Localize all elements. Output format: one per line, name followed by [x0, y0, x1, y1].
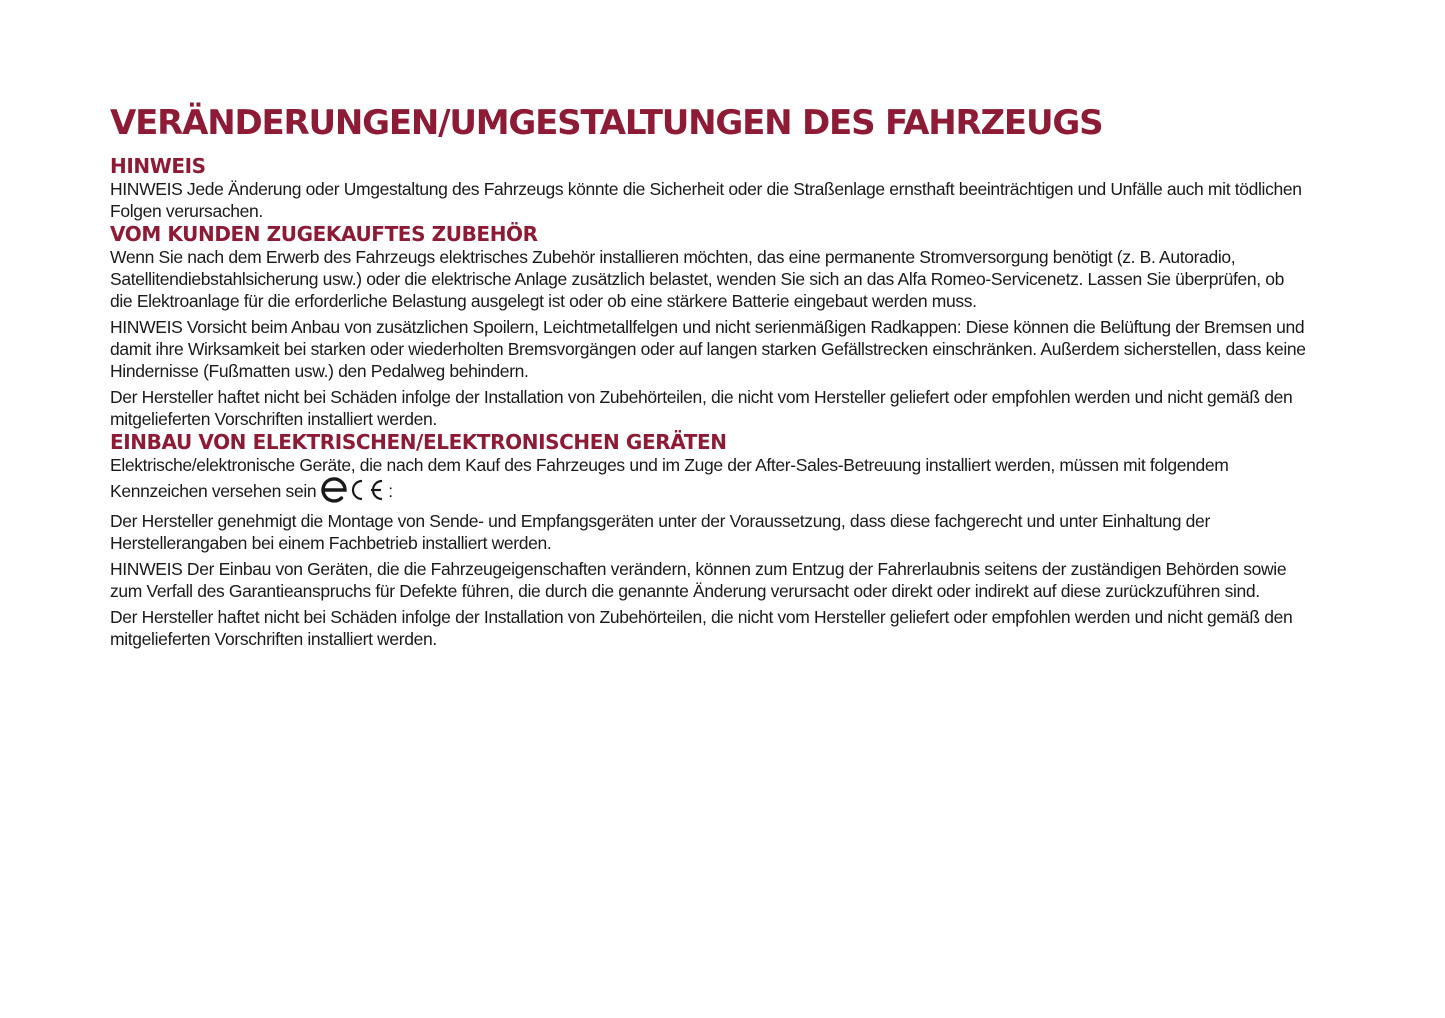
- section-zubehoer: [110, 222, 1310, 430]
- e-ce-mark-icon: [320, 474, 386, 509]
- paragraph: Wenn Sie nach dem Erwerb des Fahrzeugs elektrisches Zubehör installieren möchten, das eine permanente Stromversorgung benötigt (z. B. Autoradio, Satellitendiebstahlsicherung usw.) oder die elektrische Anlage zusätzlich belastet, wenden Sie sich an das Alfa Romeo-Servicenetz. Lassen Sie überprüfen, ob die Elektroanlage für die erforderliche Belastung ausgelegt ist oder ob eine stärkere Batterie eingebaut werden muss.: [110, 247, 1285, 311]
- section-heading: VOM KUNDEN ZUGEKAUFTES ZUBEHÖR: [110, 222, 538, 246]
- paragraph: HINWEIS Der Einbau von Geräten, die die Fahrzeugeigenschaften verändern, können zum Entzug der Fahrerlaubnis seitens der zuständigen Behörden sowie zum Verfall des Garantieanspruchs für Defekte führen, die durch die genannte Änderung verursacht oder direkt oder indirekt auf diese zurückzuführen sind.: [110, 559, 1287, 601]
- section-elektrische-geraete: [110, 430, 1310, 650]
- paragraph: Der Hersteller haftet nicht bei Schäden infolge der Installation von Zubehörteilen, die nicht vom Hersteller geliefert oder empfohlen werden und nicht gemäß den mitgelieferten Vorschriften installiert werden.: [110, 607, 1293, 649]
- document-page: [110, 100, 1310, 654]
- page-title: VERÄNDERUNGEN/UMGESTALTUNGEN DES FAHRZEUGS: [110, 103, 1103, 143]
- paragraph-intro-mark-line: [110, 476, 1310, 506]
- paragraph-intro: Elektrische/elektronische Geräte, die nach dem Kauf des Fahrzeuges und im Zuge der After-Sales-Betreuung installiert werden, müssen mit folgendem: [110, 455, 1229, 475]
- paragraph: HINWEIS Vorsicht beim Anbau von zusätzlichen Spoilern, Leichtmetallfelgen und nicht serienmäßigen Radkappen: Diese können die Belüftung der Bremsen und damit ihre Wirksamkeit bei starken oder wiederholten Bremsvorgängen oder auf langen starken Gefällstrecken einschränken. Außerdem sicherstellen, dass keine Hindernisse (Fußmatten usw.) den Pedalweg behindern.: [110, 317, 1306, 381]
- paragraph: Der Hersteller genehmigt die Montage von Sende- und Empfangsgeräten unter der Voraussetzung, dass diese fachgerecht und unter Einhaltung der Herstellerangaben bei einem Fachbetrieb installiert werden.: [110, 511, 1210, 553]
- paragraph: HINWEIS Jede Änderung oder Umgestaltung des Fahrzeugs könnte die Sicherheit oder die Straßenlage ernsthaft beeinträchtigen und Unfälle auch mit tödlichen Folgen verursachen.: [110, 179, 1302, 221]
- intro-line-text: Kennzeichen versehen sein: [110, 481, 317, 501]
- intro-line-suffix: :: [388, 481, 393, 501]
- paragraph: Der Hersteller haftet nicht bei Schäden infolge der Installation von Zubehörteilen, die nicht vom Hersteller geliefert oder empfohlen werden und nicht gemäß den mitgelieferten Vorschriften installiert werden.: [110, 387, 1293, 429]
- section-heading: HINWEIS: [110, 154, 206, 178]
- section-hinweis: [110, 154, 1310, 222]
- section-heading: EINBAU VON ELEKTRISCHEN/ELEKTRONISCHEN GERÄTEN: [110, 430, 727, 454]
